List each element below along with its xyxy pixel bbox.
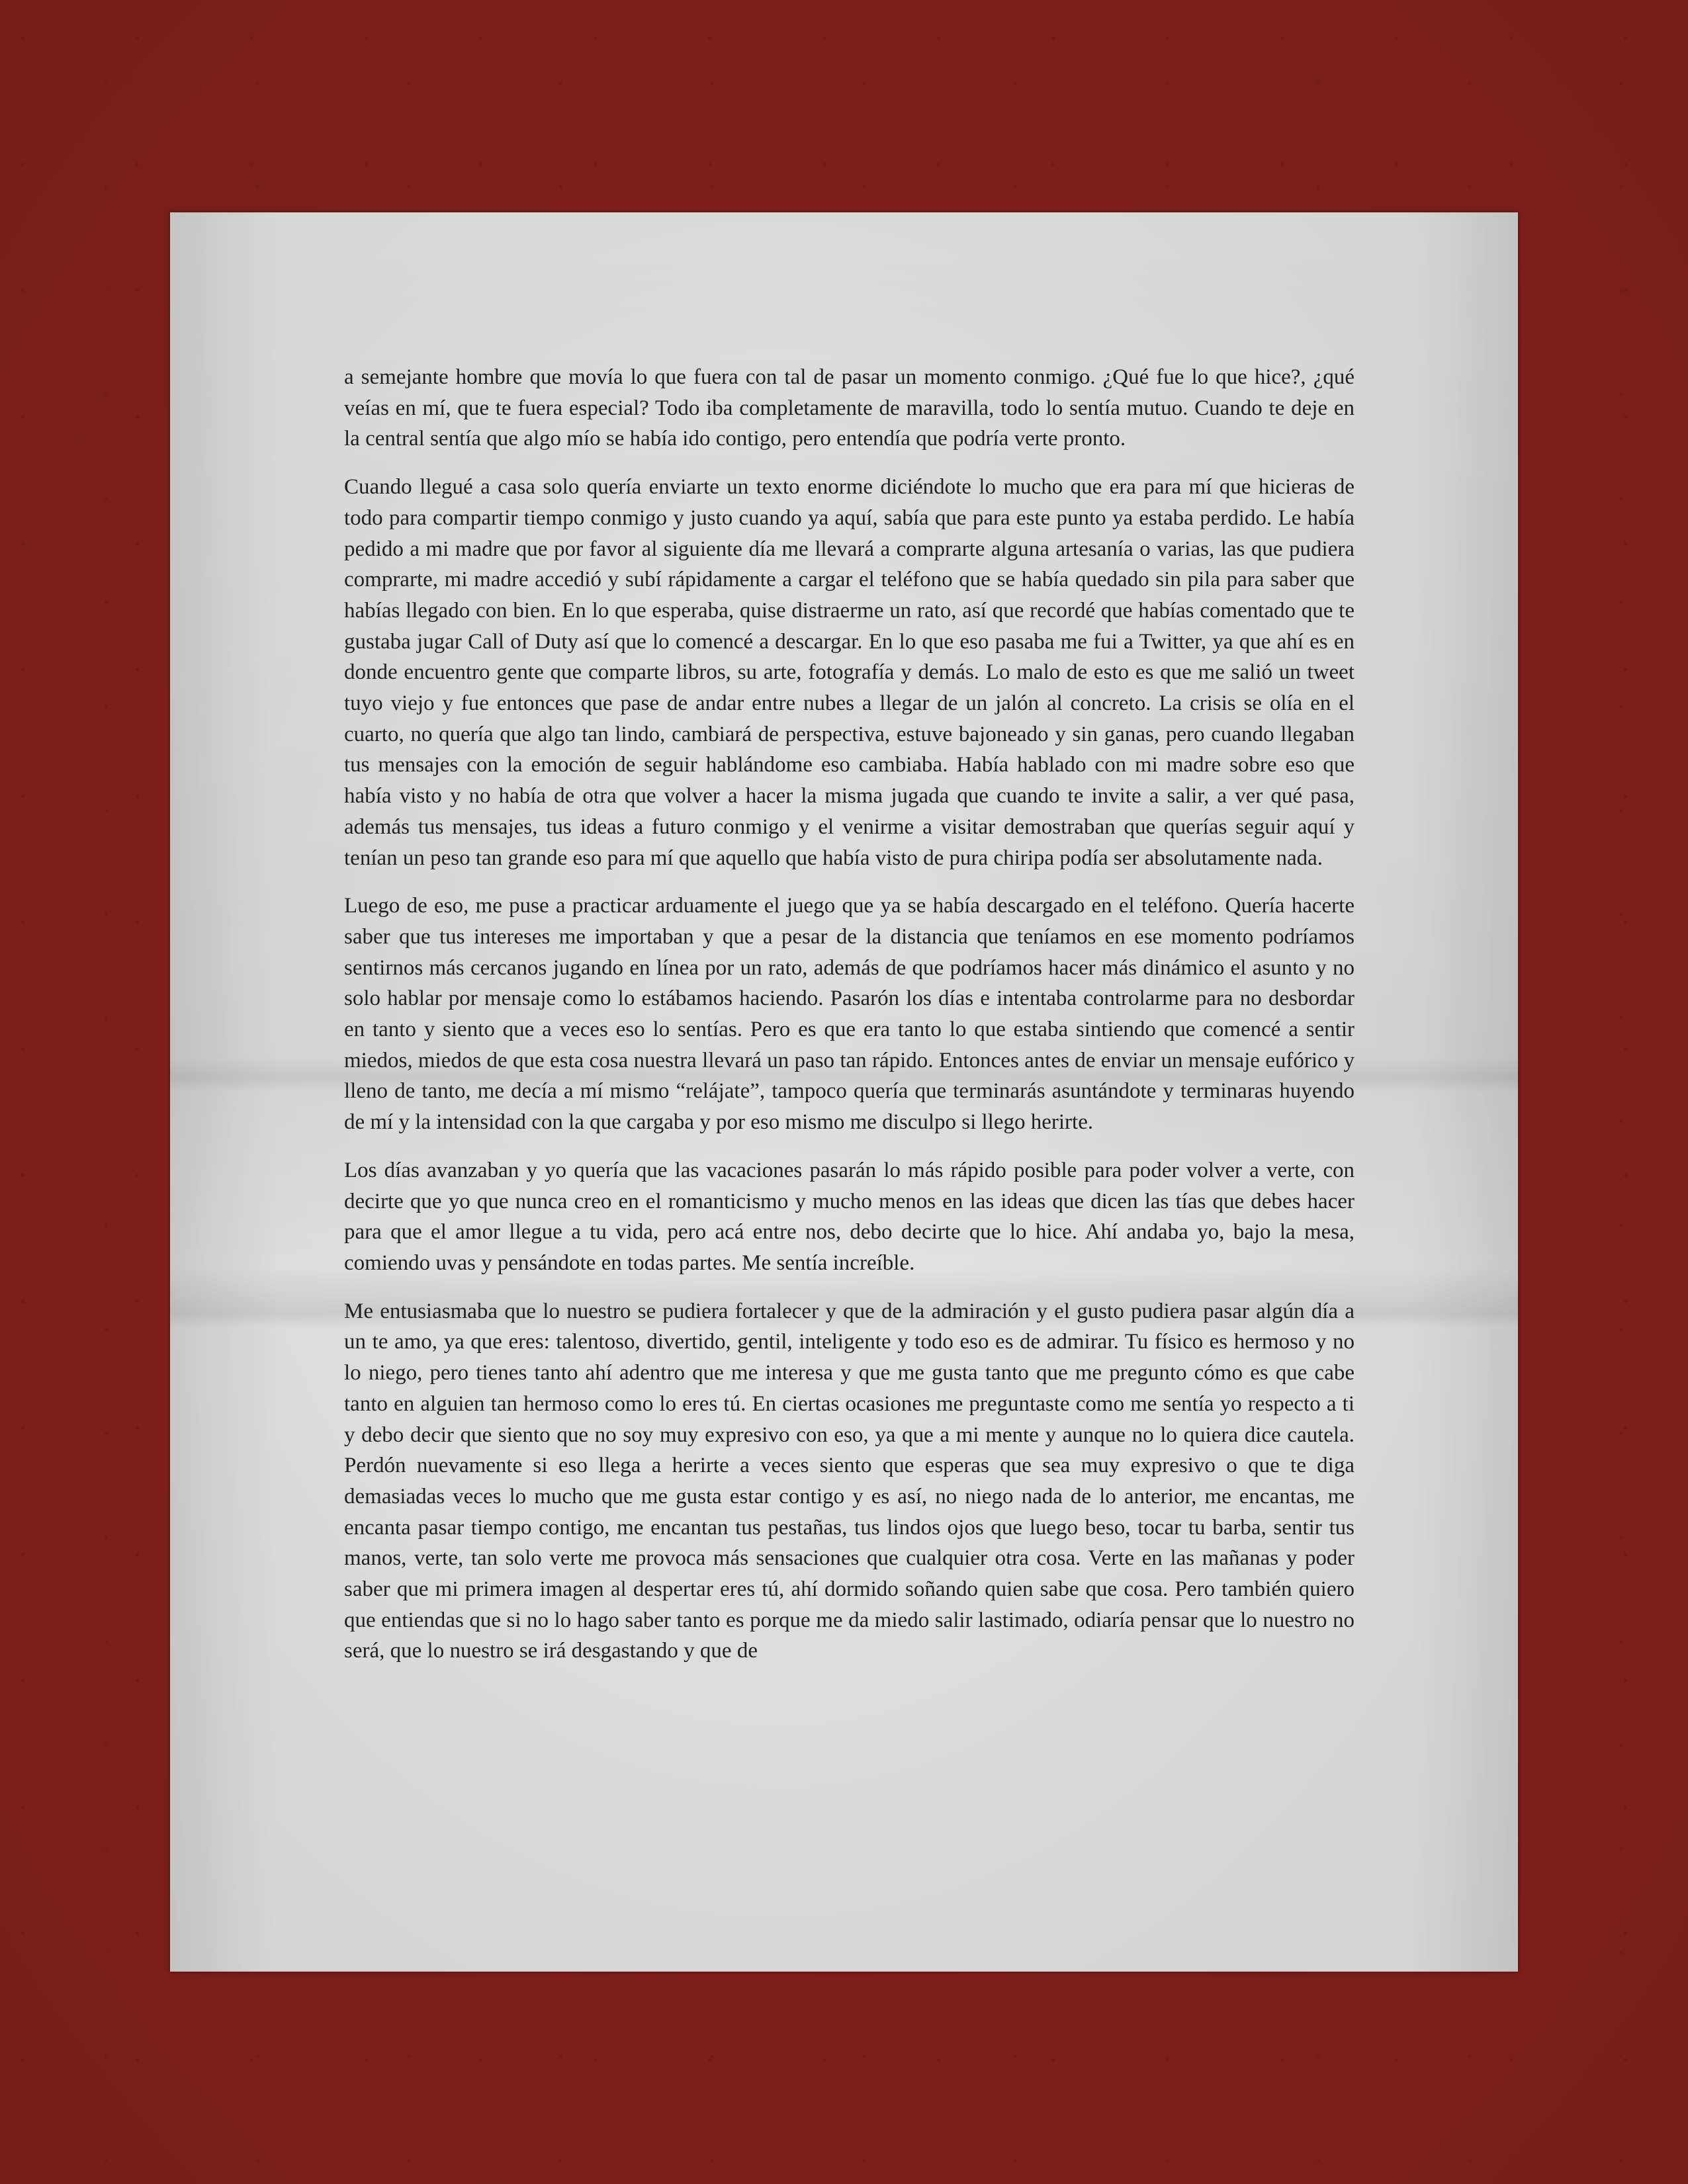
paragraph-5: Me entusiasmaba que lo nuestro se pudiera fortalecer y que de la admiración y el gusto pudiera pasar algún día a un te amo, ya que eres: talentoso, divertido, gentil, inteligente y todo eso es de admirar. Tu físico es hermoso y no lo niego, pero tienes tanto ahí adentro que me interesa y que me gusta tanto que me pregunto cómo es que cabe tanto en alguien tan hermoso como lo eres tú. En ciertas ocasiones me preguntaste como me sentía yo respecto a ti y debo decir que siento que no soy muy expresivo con eso, ya que a mi mente y aunque no lo quiera dice cautela. Perdón nuevamente si eso llega a herirte a veces siento que esperas que sea muy expresivo o que te diga demasiadas veces lo mucho que me gusta estar contigo y es así, no niego nada de lo anterior, me encantas, me encanta pasar tiempo contigo, me encantan tus pestañas, tus lindos ojos que luego beso, tocar tu barba, sentir tus manos, verte, tan solo verte me provoca más sensaciones que cualquier otra cosa. Verte en las mañanas y poder saber que mi primera imagen al despertar eres tú, ahí dormido soñando quien sabe que cosa. Pero también quiero que entiendas que si no lo hago saber tanto es porque me da miedo salir lastimado, odiaría pensar que lo nuestro no será, que lo nuestro se irá desgastando y que de — [344, 1299, 1355, 1663]
paragraph-4: Los días avanzaban y yo quería que las vacaciones pasarán lo más rápido posible para poder volver a verte, con decirte que yo que nunca creo en el romanticismo y mucho menos en las ideas que dicen las tías que debes hacer para que el amor llegue a tu vida, pero acá entre nos, debo decirte que lo hice. Ahí andaba yo, bajo la mesa, comiendo uvas y pensándote en todas partes. Me sentía increíble. — [344, 1158, 1355, 1275]
paragraph-2: Cuando llegué a casa solo quería enviarte un texto enorme diciéndote lo mucho que era para mí que hicieras de todo para compartir tiempo conmigo y justo cuando ya aquí, sabía que para este punto ya estaba perdido. Le había pedido a mi madre que por favor al siguiente día me llevará a comprarte alguna artesanía o varias, las que pudiera comprarte, mi madre accedió y subí rápidamente a cargar el teléfono que se había quedado sin pila para saber que habías llegado con bien. En lo que esperaba, quise distraerme un rato, así que recordé que habías comentado que te gustaba jugar Call of Duty así que lo comencé a descargar. En lo que eso pasaba me fui a Twitter, ya que ahí es en donde encuentro gente que comparte libros, su arte, fotografía y demás. Lo malo de esto es que me salió un tweet tuyo viejo y fue entonces que pase de andar entre nubes a llegar de un jalón al concreto. La crisis se olía en el cuarto, no quería que algo tan lindo, cambiará de perspectiva, estuve bajoneado y sin ganas, pero cuando llegaban tus mensajes con la emoción de seguir hablándome eso cambiaba. Había hablado con mi madre sobre eso que había visto y no había de otra que volver a hacer la misma jugada que cuando te invite a salir, a ver qué pasa, además tus mensajes, tus ideas a futuro conmigo y el venirme a visitar demostraban que querías seguir aquí y tenían un peso tan grande eso para mí que aquello que había visto de pura chiripa podía ser absolutamente nada. — [344, 475, 1355, 870]
scanned-page — [170, 212, 1518, 1972]
paragraph-1: a semejante hombre que movía lo que fuera con tal de pasar un momento conmigo. ¿Qué fue lo que hice?, ¿qué veías en mí, que te fuera especial? Todo iba completamente de maravilla, todo lo sentía mutuo. Cuando te deje en la central sentía que algo mío se había ido contigo, pero entendía que podría verte pronto. — [344, 365, 1355, 451]
letter-text — [344, 362, 1355, 1684]
paragraph-3: Luego de eso, me puse a practicar arduamente el juego que ya se había descargado en el teléfono. Quería hacerte saber que tus intereses me importaban y que a pesar de la distancia que teníamos en ese momento podríamos sentirnos más cercanos jugando en línea por un rato, además de que podríamos hacer más dinámico el asunto y no solo hablar por mensaje como lo estábamos haciendo. Pasarón los días e intentaba controlarme para no desbordar en tanto y siento que a veces eso lo sentías. Pero es que era tanto lo que estaba sintiendo que comencé a sentir miedos, miedos de que esta cosa nuestra llevará un paso tan rápido. Entonces antes de enviar un mensaje eufórico y lleno de tanto, me decía a mí mismo “relájate”, tampoco quería que terminarás asuntándote y terminaras huyendo de mí y la intensidad con la que cargaba y por eso mismo me disculpo si llego herirte. — [344, 894, 1355, 1135]
